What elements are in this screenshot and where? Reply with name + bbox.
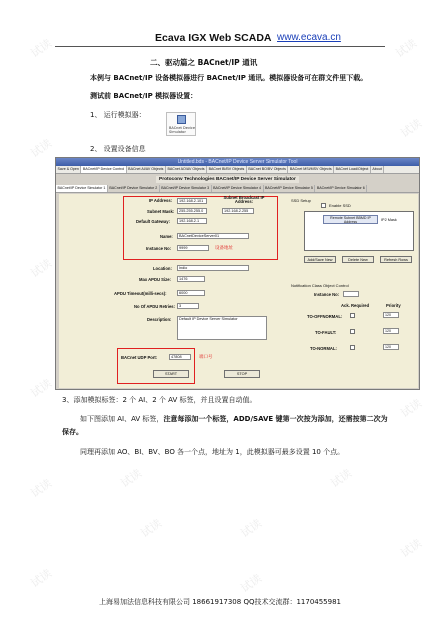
tab-device-6[interactable]: BACnet/IP Device Simulator 6	[315, 185, 367, 192]
document-header	[55, 31, 385, 47]
watermark: 试读	[138, 516, 165, 541]
udp-port-label: BACnet UDP Port:	[121, 355, 158, 360]
tab-msi-msv[interactable]: BACnet MSI/MSV Objects	[288, 166, 334, 173]
location-label: Location:	[153, 266, 172, 271]
tab-device-5[interactable]: BACnet/IP Device Simulator 5	[264, 185, 316, 192]
ack-checkbox[interactable]	[350, 345, 355, 350]
tab-device-3[interactable]: BACnet/IP Device Simulator 3	[160, 185, 212, 192]
simulator-title-bar: Untitled.bds - BACnet/IP Device Server Simulator Tool	[56, 158, 419, 166]
mask-label: Subnet Mask:	[147, 209, 175, 214]
udp-port-field[interactable]: 47808	[169, 354, 191, 360]
ack-checkbox[interactable]	[350, 313, 355, 318]
simulator-banner	[56, 175, 420, 184]
watermark: 试读	[238, 571, 265, 596]
priority-field[interactable]: 120	[383, 328, 399, 334]
gateway-field[interactable]: 192.168.2.1	[177, 218, 207, 224]
watermark: 试读	[28, 136, 55, 161]
ack-required-label: Ack. Required	[341, 303, 370, 308]
watermark: 试读	[238, 516, 265, 541]
bbmd-list-col2: IP2 Mask	[381, 218, 397, 222]
description-label: Description:	[147, 317, 172, 322]
watermark: 试读	[28, 476, 55, 501]
banner-text: Protoconv Technologies BACnet/IP Device Server Simulator	[156, 176, 299, 183]
tab-ai-av[interactable]: BACnet AI/AV Objects	[127, 166, 166, 173]
ssd-setup-label: SSD Setup	[291, 198, 311, 203]
stop-button[interactable]: STOP	[224, 370, 260, 378]
tab-device-1[interactable]: BACnet/IP Device Simulator 1	[56, 185, 108, 192]
row-label: TO-NORMAL:	[310, 346, 337, 351]
watermark: 试读	[328, 466, 355, 491]
broadcast-label: Subnet Broadcast IP Address:	[223, 195, 265, 204]
header-title: Ecava IGX Web SCADA	[155, 32, 272, 44]
watermark: 试读	[398, 536, 425, 561]
enable-ssd-label: Enable SSD	[329, 203, 351, 208]
tab-ao-av[interactable]: BACnet AO/AV Objects	[166, 166, 207, 173]
notif-instance-field[interactable]	[343, 291, 359, 297]
ack-checkbox[interactable]	[350, 329, 355, 334]
para-1	[62, 413, 392, 439]
watermark: 试读	[28, 376, 55, 401]
notif-instance-label: Instance No:	[314, 292, 340, 297]
page-footer: 上海易加法信息科技有限公司 18661917308 QQ技术交流群：1170455981	[99, 598, 341, 606]
retries-label: No Of APDU Retries:	[134, 304, 176, 309]
add-save-new-button[interactable]: Add/Save New	[304, 256, 336, 263]
para-1-normal: 如下图添加 AI、AV 标签，	[80, 415, 164, 423]
test-heading: 测试前 BACnet/IP 模拟器设置：	[90, 92, 198, 100]
simulator-window	[55, 157, 420, 390]
device-form	[59, 194, 418, 388]
icon-caption: BACnet Device Simulator	[169, 126, 196, 134]
refresh-rows-button[interactable]: Refresh Rows	[380, 256, 412, 263]
description-field[interactable]: Default IP Device Server Simulator	[177, 316, 267, 340]
instance-annotation: 设备地址	[215, 245, 233, 250]
subnet-mask-field[interactable]: 255.255.255.0	[177, 208, 207, 214]
max-apdu-select[interactable]: 1476	[177, 276, 205, 282]
row-label: TO-FAULT:	[315, 330, 337, 335]
watermark: 试读	[118, 466, 145, 491]
tab-device-2[interactable]: BACnet/IP Device Simulator 2	[108, 185, 160, 192]
name-label: Name:	[160, 234, 173, 239]
watermark: 试读	[393, 36, 420, 61]
ip-label: IP Address:	[149, 198, 173, 203]
watermark: 试读	[398, 396, 425, 421]
tab-about[interactable]: About	[371, 166, 384, 173]
step-2-text: 2、 设置设备信息	[90, 145, 146, 153]
simulator-top-tabs	[56, 166, 419, 174]
row-label: TO-OFFNORMAL:	[307, 314, 343, 319]
start-button[interactable]: START	[153, 370, 189, 378]
priority-field[interactable]: 120	[383, 312, 399, 318]
device-tabs	[56, 185, 420, 193]
watermark: 试读	[398, 116, 425, 141]
ip-address-field[interactable]: 192.168.2.101	[177, 198, 207, 204]
tab-device-control[interactable]: BACnet/IP Device Control	[81, 166, 126, 173]
network-icon	[177, 115, 186, 124]
simulator-app-icon[interactable]	[166, 112, 196, 136]
name-field[interactable]: BACnetDeviceServer01	[177, 233, 249, 239]
para-2: 同理再添加 AO、BI、BV、BO 各一个点，地址为 1，此模拟器可最多设置 10 个点。	[80, 448, 345, 456]
watermark: 试读	[28, 566, 55, 591]
instance-field[interactable]: 9999	[177, 245, 209, 251]
broadcast-field[interactable]: 192.168.2.255	[222, 208, 254, 214]
header-url-link[interactable]: www.ecava.cn	[277, 32, 341, 43]
notification-class-label: Notification Class Object Control	[291, 283, 349, 288]
retries-select[interactable]: 3	[177, 303, 199, 309]
bbmd-list-header: Remote Subnet BBMD IP Address	[323, 215, 378, 224]
tab-save-open[interactable]: Save & Open	[56, 166, 81, 173]
delete-new-button[interactable]: Delete New	[342, 256, 374, 263]
enable-ssd-checkbox[interactable]	[321, 203, 326, 208]
step-1-text: 1、 运行模拟器：	[90, 111, 146, 119]
watermark: 试读	[28, 256, 55, 281]
tab-load-object[interactable]: BACnet Load/Object	[334, 166, 371, 173]
para-1-bold: 注意每添加一个标签，ADD/SAVE 键第一次按为添加，还需按第二次为保存。	[62, 415, 388, 436]
tab-device-4[interactable]: BACnet/IP Device Simulator 4	[212, 185, 264, 192]
priority-field[interactable]: 120	[383, 344, 399, 350]
watermark: 试读	[28, 36, 55, 61]
port-annotation: 端口号	[199, 354, 213, 359]
tab-bi-bv[interactable]: BACnet BI/BV Objects	[207, 166, 247, 173]
step-3-text: 3、添加模拟标签：2 个 AI、2 个 AV 标签，并且设置自动值。	[62, 396, 257, 404]
gateway-label: Default Gateway:	[136, 219, 170, 224]
instance-label: Instance No:	[146, 246, 172, 251]
priority-label: Priority	[386, 303, 401, 308]
tab-bo-bv[interactable]: BACnet BO/BV Objects	[247, 166, 289, 173]
apdu-timeout-label: APDU Timeout(milli-secs):	[114, 291, 167, 296]
apdu-timeout-select[interactable]: 6000	[177, 290, 205, 296]
max-apdu-label: Max APDU Size:	[139, 277, 171, 282]
intro-paragraph: 本例与 BACnet/IP 设备模拟器进行 BACnet/IP 通讯。模拟器设备可在群文件里下载。	[90, 74, 368, 82]
section-title: 二、驱动篇之 BACnet/IP 通讯	[150, 58, 258, 67]
bbmd-list[interactable]	[304, 211, 414, 251]
location-field[interactable]: Indio	[177, 265, 249, 271]
